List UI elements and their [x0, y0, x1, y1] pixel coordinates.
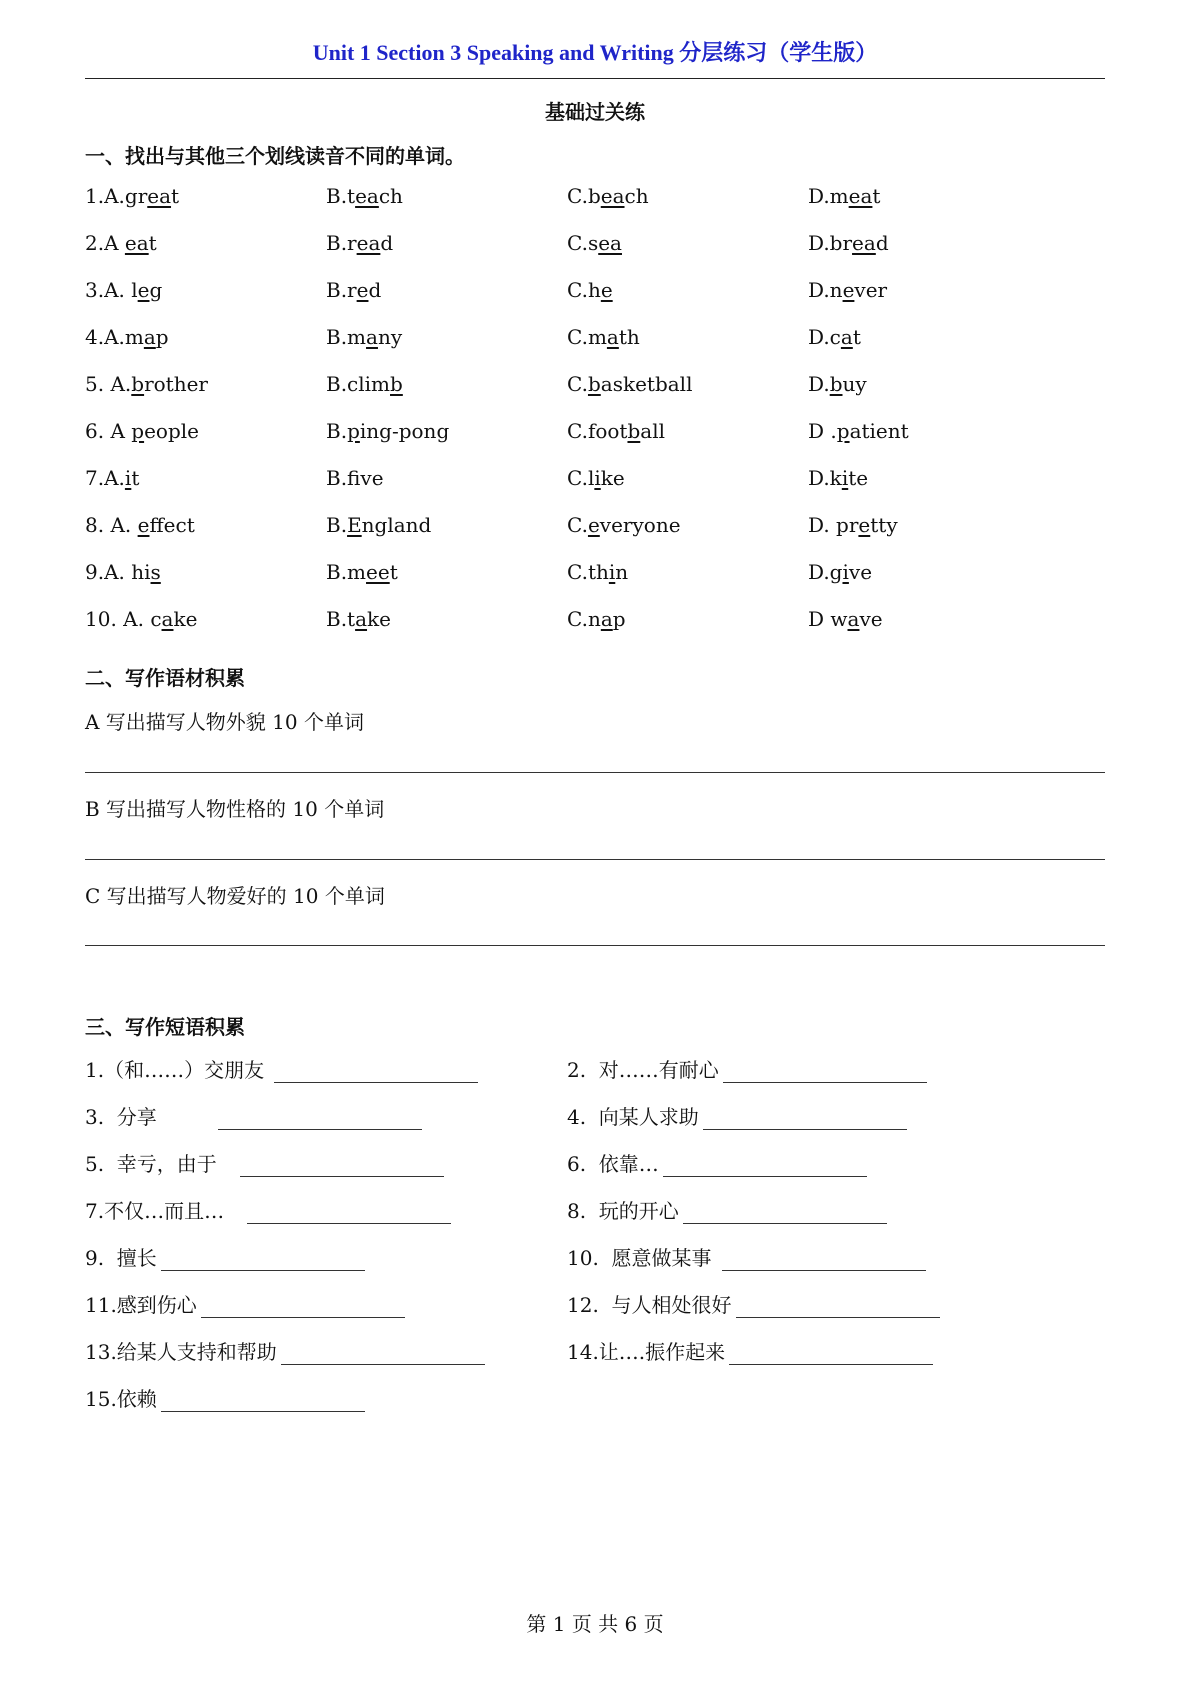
underlined-letters: i [594, 466, 601, 490]
phrase-item [85, 1148, 444, 1177]
answer-line-a[interactable] [85, 772, 1105, 773]
word-part: ffect [149, 513, 195, 537]
word-part: ing-pong [359, 419, 450, 443]
word-part: C.th [567, 560, 609, 584]
word-part: A. l [104, 278, 138, 302]
option-a [85, 278, 162, 302]
option-d [808, 607, 883, 631]
word-part: ke [367, 607, 391, 631]
underlined-letters: p [836, 419, 850, 443]
phrase-answer-blank[interactable] [201, 1295, 405, 1318]
option-b [326, 607, 391, 631]
question-number: 1. [85, 184, 105, 208]
question-number: 2. [85, 231, 105, 255]
option-c [567, 325, 640, 349]
underlined-letters: b [390, 372, 403, 396]
phrase-label: 4. 向某人求助 [567, 1105, 699, 1129]
word-part: te [848, 466, 869, 490]
phrase-answer-blank[interactable] [663, 1154, 867, 1177]
question-row [85, 560, 1105, 590]
word-part: B.f [326, 466, 361, 490]
option-d [808, 560, 872, 584]
option-c [567, 466, 625, 490]
option-d [808, 278, 887, 302]
question-number: 8. [85, 513, 111, 537]
underlined-letters: e [587, 513, 600, 537]
word-part: asketball [600, 372, 693, 396]
underlined-letters: p [347, 419, 360, 443]
question-row [85, 419, 1105, 449]
word-part: A. [110, 513, 138, 537]
option-b [326, 231, 393, 255]
word-part: C.h [567, 278, 601, 302]
word-part: C. [567, 372, 588, 396]
word-part: ve [848, 560, 873, 584]
word-part: veryone [599, 513, 681, 537]
question-number: 10. [85, 607, 124, 631]
word-part: B.m [326, 560, 367, 584]
phrase-item [567, 1148, 867, 1177]
underlined-letters: ea [124, 231, 149, 255]
underlined-letters: ea [852, 231, 876, 255]
question-row [85, 372, 1105, 402]
underlined-letters: a [355, 607, 368, 631]
word-part: D w [808, 607, 848, 631]
word-part: A [104, 231, 125, 255]
question-number: 4. [85, 325, 105, 349]
word-part: D.k [808, 466, 842, 490]
word-part: eople [144, 419, 199, 443]
word-part: D.m [808, 184, 849, 208]
option-a [85, 325, 169, 349]
option-c [567, 419, 665, 443]
question-number: 5. [85, 372, 111, 396]
question-number: 7. [85, 466, 105, 490]
word-part: C.b [567, 184, 601, 208]
underlined-letters: i [608, 560, 616, 584]
phrase-answer-blank[interactable] [247, 1201, 451, 1224]
word-part: C.foot [567, 419, 628, 443]
phrase-answer-blank[interactable] [281, 1342, 485, 1365]
section2-title: 二、写作语材积累 [85, 666, 245, 690]
question-row [85, 325, 1105, 355]
option-a [85, 372, 208, 396]
word-part: ch [378, 184, 403, 208]
underlined-letters: b [627, 419, 641, 443]
question-row [85, 278, 1105, 308]
word-part: D.g [808, 560, 843, 584]
question-row [85, 607, 1105, 637]
option-b [326, 466, 384, 490]
option-a [85, 184, 179, 208]
word-part: C. [567, 513, 588, 537]
underlined-letters: e [137, 513, 150, 537]
word-part: D.n [808, 278, 843, 302]
option-b [326, 372, 403, 396]
question-row [85, 184, 1105, 214]
word-part: tty [870, 513, 898, 537]
phrase-label: 8. 玩的开心 [567, 1199, 679, 1223]
phrase-label: 10. 愿意做某事 [567, 1246, 718, 1270]
underlined-letters: e [858, 513, 871, 537]
phrase-item [85, 1242, 365, 1271]
word-part: B.t [326, 607, 356, 631]
phrase-label: 11.感到伤心 [85, 1293, 197, 1317]
phrase-label: 2. 对……有耐心 [567, 1058, 719, 1082]
option-c [567, 184, 649, 208]
option-d [808, 466, 868, 490]
word-part: ch [624, 184, 649, 208]
word-part: p [155, 325, 169, 349]
section3-title: 三、写作短语积累 [85, 1015, 245, 1039]
word-part: ny [377, 325, 403, 349]
phrase-item [85, 1101, 422, 1130]
option-c [567, 560, 628, 584]
phrase-answer-blank[interactable] [274, 1060, 478, 1083]
phrase-item [85, 1383, 365, 1412]
underlined-letters: a [161, 607, 174, 631]
phrase-item [85, 1336, 485, 1365]
phrase-answer-blank[interactable] [218, 1107, 422, 1130]
underlined-letters: p [131, 419, 145, 443]
word-part: ver [854, 278, 888, 302]
answer-line-c[interactable] [85, 945, 1105, 946]
phrase-item [567, 1054, 927, 1083]
underlined-letters: ea [848, 184, 873, 208]
option-d [808, 513, 898, 537]
option-c [567, 278, 613, 302]
phrase-label: 9. 擅长 [85, 1246, 157, 1270]
phrase-answer-blank[interactable] [723, 1060, 927, 1083]
word-part: A. [110, 372, 132, 396]
word-part: th [618, 325, 640, 349]
option-c [567, 513, 681, 537]
option-c [567, 372, 692, 396]
underlined-letters: i [841, 466, 849, 490]
phrase-label: 12. 与人相处很好 [567, 1293, 732, 1317]
word-part: A [110, 419, 132, 443]
writing-prompt-c: C 写出描写人物爱好的 10 个单词 [85, 884, 385, 908]
question-row [85, 513, 1105, 543]
word-part: D. pr [808, 513, 859, 537]
underlined-letters: ea [355, 184, 379, 208]
underlined-letters: a [143, 325, 156, 349]
option-d [808, 325, 861, 349]
underlined-letters: a [847, 607, 860, 631]
underlined-letters: e [842, 278, 855, 302]
phrase-label: 15.依赖 [85, 1387, 157, 1411]
word-part: D. [808, 372, 830, 396]
header-divider [85, 78, 1105, 79]
underlined-letters: ea [598, 231, 622, 255]
phrase-item [567, 1101, 907, 1130]
option-b [326, 325, 402, 349]
word-part: D.br [808, 231, 853, 255]
word-part: d [875, 231, 889, 255]
word-part: t [389, 560, 398, 584]
word-part: ve [859, 607, 883, 631]
word-part: B.t [326, 184, 356, 208]
word-part: t [171, 184, 180, 208]
word-part: t [131, 466, 140, 490]
underlined-letters: ea [147, 184, 172, 208]
underlined-letters: e [356, 278, 369, 302]
phrase-label: 14.让….振作起来 [567, 1340, 726, 1364]
option-d [808, 372, 867, 396]
word-part: B.m [326, 325, 367, 349]
phrase-answer-blank[interactable] [722, 1248, 926, 1271]
word-part: ve [360, 466, 384, 490]
option-b [326, 419, 449, 443]
writing-prompt-b: B 写出描写人物性格的 10 个单词 [85, 797, 385, 821]
underlined-letters: i [124, 466, 132, 490]
word-part: g [149, 278, 163, 302]
option-a [85, 607, 197, 631]
phrase-label: 1.（和……）交朋友 [85, 1058, 271, 1082]
page-footer: 第 1 页 共 6 页 [526, 1612, 664, 1636]
underlined-letters: i [842, 560, 849, 584]
phrase-label: 5. 幸亏，由于 [85, 1152, 236, 1176]
word-part: uy [842, 372, 867, 396]
word-part: D . [808, 419, 837, 443]
phrase-label: 13.给某人支持和帮助 [85, 1340, 277, 1364]
word-part: A. hi [104, 560, 151, 584]
option-a [85, 231, 157, 255]
option-b [326, 278, 381, 302]
word-part: ke [600, 466, 625, 490]
option-b [326, 513, 431, 537]
question-number: 9. [85, 560, 105, 584]
word-part: atient [849, 419, 909, 443]
underlined-letters: E [347, 513, 362, 537]
phrase-item [567, 1289, 940, 1318]
phrase-answer-blank[interactable] [161, 1248, 365, 1271]
underlined-letters: ea [356, 231, 381, 255]
underlined-letters: a [606, 325, 619, 349]
phrase-answer-blank[interactable] [683, 1201, 887, 1224]
word-part: t [148, 231, 157, 255]
word-part: C.n [567, 607, 601, 631]
phrase-item [85, 1195, 451, 1224]
word-part: A.m [104, 325, 144, 349]
underlined-letters: b [587, 372, 601, 396]
phrase-answer-blank[interactable] [240, 1154, 444, 1177]
phrase-item [85, 1289, 405, 1318]
option-a [85, 419, 199, 443]
word-part: C.m [567, 325, 607, 349]
phrase-item [85, 1054, 478, 1083]
underlined-letters: ea [600, 184, 625, 208]
phrase-item [567, 1242, 926, 1271]
word-part: C.s [567, 231, 599, 255]
underlined-letters: e [137, 278, 150, 302]
option-c [567, 607, 626, 631]
underlined-letters: b [829, 372, 843, 396]
word-part: ngland [361, 513, 432, 537]
phrase-label: 6. 依靠… [567, 1152, 659, 1176]
option-d [808, 184, 880, 208]
underlined-letters: ee [366, 560, 390, 584]
word-part: D.c [808, 325, 841, 349]
word-part: B.r [326, 278, 357, 302]
phrase-label: 3. 分享 [85, 1105, 215, 1129]
underlined-letters: e [600, 278, 613, 302]
phrase-item [567, 1195, 887, 1224]
word-part: d [368, 278, 382, 302]
word-part: d [380, 231, 394, 255]
option-b [326, 560, 398, 584]
option-b [326, 184, 403, 208]
word-part: rother [144, 372, 208, 396]
word-part: ke [173, 607, 198, 631]
word-part: B.r [326, 231, 357, 255]
word-part: t [852, 325, 861, 349]
word-part: A. [104, 466, 125, 490]
underlined-letters: a [840, 325, 853, 349]
answer-line-b[interactable] [85, 859, 1105, 860]
question-number: 6. [85, 419, 111, 443]
underlined-letters: a [366, 325, 378, 349]
word-part: all [640, 419, 665, 443]
option-c [567, 231, 622, 255]
question-number: 3. [85, 278, 105, 302]
phrase-answer-blank[interactable] [736, 1295, 940, 1318]
word-part: B. [326, 419, 348, 443]
underlined-letters: a [600, 607, 613, 631]
worksheet-page [85, 0, 1105, 1682]
option-d [808, 419, 909, 443]
phrase-label: 7.不仅…而且… [85, 1199, 244, 1223]
word-part: p [612, 607, 626, 631]
word-part: B.clim [326, 372, 391, 396]
phrase-answer-blank[interactable] [729, 1342, 933, 1365]
underlined-letters: b [131, 372, 145, 396]
question-row [85, 231, 1105, 261]
level-subtitle: 基础过关练 [545, 100, 645, 124]
option-a [85, 513, 195, 537]
option-d [808, 231, 889, 255]
document-title: Unit 1 Section 3 Speaking and Writing 分层练习（学生版） [312, 40, 878, 65]
word-part: C.l [567, 466, 595, 490]
phrase-answer-blank[interactable] [161, 1389, 365, 1412]
question-row [85, 466, 1105, 496]
word-part: B. [326, 513, 348, 537]
phrase-answer-blank[interactable] [703, 1107, 907, 1130]
word-part: A. c [123, 607, 162, 631]
phrase-item [567, 1336, 933, 1365]
word-part: t [872, 184, 881, 208]
section1-title: 一、找出与其他三个划线读音不同的单词。 [85, 144, 465, 168]
word-part: A.gr [104, 184, 148, 208]
option-a [85, 466, 139, 490]
option-a [85, 560, 161, 584]
word-part: n [615, 560, 629, 584]
writing-prompt-a: A 写出描写人物外貌 10 个单词 [85, 710, 364, 734]
underlined-letters: s [150, 560, 161, 584]
